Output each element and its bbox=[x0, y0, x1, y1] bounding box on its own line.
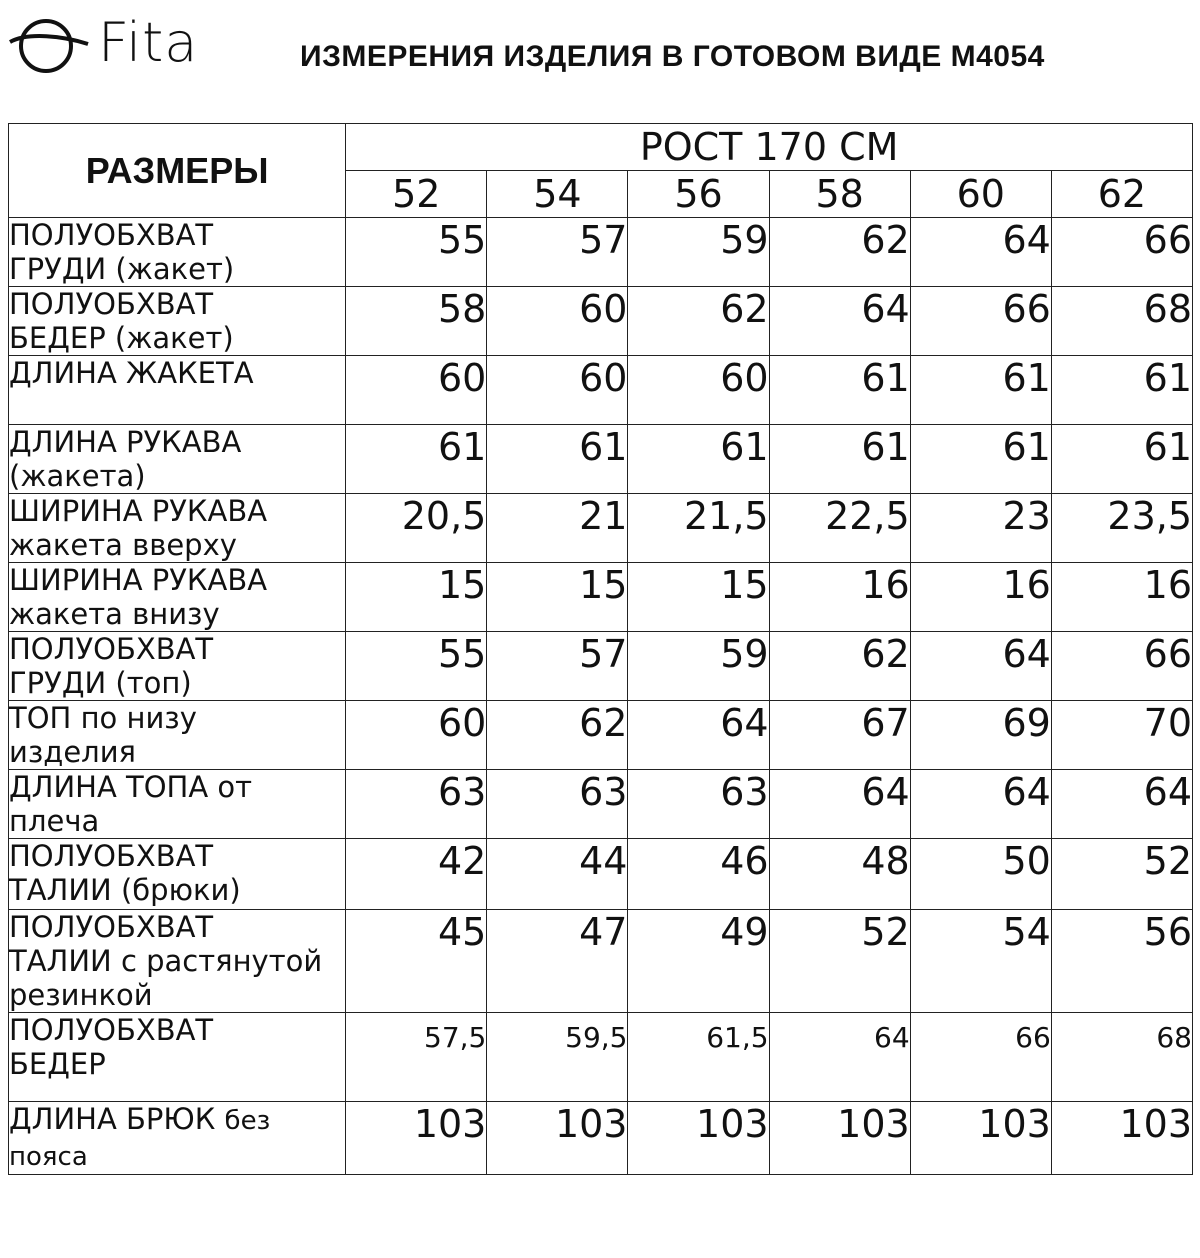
row-label-line: жакета внизу bbox=[9, 597, 220, 631]
table-row bbox=[9, 839, 1193, 910]
row-label-line: ДЛИНА БРЮК bbox=[9, 1102, 216, 1136]
row-label bbox=[9, 425, 346, 494]
table-cell: 60 bbox=[487, 356, 628, 425]
row-label-line: БЕДЕР (жакет) bbox=[9, 321, 234, 355]
table-cell: 16 bbox=[1051, 563, 1192, 632]
table-cell: 64 bbox=[910, 770, 1051, 839]
table-cell: 46 bbox=[628, 839, 769, 910]
table-row bbox=[9, 770, 1193, 839]
row-label-line: ПОЛУОБХВАТ bbox=[9, 1013, 214, 1047]
row-label-line: изделия bbox=[9, 735, 136, 769]
table-cell: 20,5 bbox=[346, 494, 487, 563]
table-cell: 103 bbox=[910, 1102, 1051, 1175]
table-cell: 59 bbox=[628, 218, 769, 287]
size-header-cell: 58 bbox=[769, 171, 910, 218]
table-cell: 55 bbox=[346, 218, 487, 287]
table-cell: 61 bbox=[1051, 425, 1192, 494]
row-label-line: жакета вверху bbox=[9, 528, 237, 562]
table-row bbox=[9, 1013, 1193, 1102]
row-label bbox=[9, 1102, 346, 1175]
table-cell: 61 bbox=[769, 425, 910, 494]
table-cell: 64 bbox=[910, 218, 1051, 287]
table-cell: 57 bbox=[487, 632, 628, 701]
table-cell: 64 bbox=[910, 632, 1051, 701]
row-label-line: БЕДЕР bbox=[9, 1047, 106, 1081]
row-label-line: пояса bbox=[9, 1142, 88, 1172]
table-cell: 49 bbox=[628, 910, 769, 1013]
row-label-note: без bbox=[224, 1106, 271, 1136]
brand-name: Fita bbox=[98, 11, 199, 74]
row-label-line: ПОЛУОБХВАТ bbox=[9, 287, 214, 321]
row-label bbox=[9, 494, 346, 563]
table-row bbox=[9, 425, 1193, 494]
table-cell: 45 bbox=[346, 910, 487, 1013]
table-cell: 62 bbox=[769, 632, 910, 701]
row-label bbox=[9, 218, 346, 287]
table-cell: 69 bbox=[910, 701, 1051, 770]
table-cell: 66 bbox=[910, 1013, 1051, 1102]
table-cell: 22,5 bbox=[769, 494, 910, 563]
size-header-cell: 54 bbox=[487, 171, 628, 218]
table-cell: 103 bbox=[1051, 1102, 1192, 1175]
brand-logo bbox=[8, 8, 198, 78]
table-cell: 66 bbox=[1051, 218, 1192, 287]
row-label-line: ПОЛУОБХВАТ bbox=[9, 218, 214, 252]
table-cell: 61,5 bbox=[628, 1013, 769, 1102]
table-cell: 103 bbox=[346, 1102, 487, 1175]
table-cell: 52 bbox=[1051, 839, 1192, 910]
table-cell: 68 bbox=[1051, 1013, 1192, 1102]
table-cell: 61 bbox=[487, 425, 628, 494]
table-cell: 63 bbox=[346, 770, 487, 839]
table-cell: 61 bbox=[1051, 356, 1192, 425]
row-label-line: ПОЛУОБХВАТ bbox=[9, 632, 214, 666]
size-header-cell: 62 bbox=[1051, 171, 1192, 218]
row-label bbox=[9, 701, 346, 770]
table-cell: 57,5 bbox=[346, 1013, 487, 1102]
size-header-cell: 56 bbox=[628, 171, 769, 218]
size-header-cell: 52 bbox=[346, 171, 487, 218]
table-row bbox=[9, 218, 1193, 287]
table-cell: 63 bbox=[487, 770, 628, 839]
table-cell: 66 bbox=[910, 287, 1051, 356]
table-cell: 42 bbox=[346, 839, 487, 910]
table-cell: 103 bbox=[628, 1102, 769, 1175]
table-cell: 21,5 bbox=[628, 494, 769, 563]
table-cell: 61 bbox=[910, 356, 1051, 425]
table-cell: 52 bbox=[769, 910, 910, 1013]
table-row bbox=[9, 1102, 1193, 1175]
table-cell: 64 bbox=[769, 287, 910, 356]
table-cell: 64 bbox=[628, 701, 769, 770]
table-cell: 61 bbox=[628, 425, 769, 494]
table-cell: 103 bbox=[769, 1102, 910, 1175]
row-label bbox=[9, 770, 346, 839]
table-cell: 60 bbox=[487, 287, 628, 356]
row-label-line: плеча bbox=[9, 804, 100, 838]
table-cell: 61 bbox=[910, 425, 1051, 494]
row-label-line: (жакета) bbox=[9, 459, 146, 493]
table-row bbox=[9, 632, 1193, 701]
table-cell: 54 bbox=[910, 910, 1051, 1013]
row-label bbox=[9, 632, 346, 701]
row-label bbox=[9, 287, 346, 356]
table-cell: 23,5 bbox=[1051, 494, 1192, 563]
row-label-line: ДЛИНА ТОПА от bbox=[9, 770, 253, 804]
row-label-line: ТАЛИИ (брюки) bbox=[9, 873, 241, 907]
table-cell: 64 bbox=[1051, 770, 1192, 839]
table-cell: 47 bbox=[487, 910, 628, 1013]
table-cell: 16 bbox=[910, 563, 1051, 632]
table-cell: 59 bbox=[628, 632, 769, 701]
row-label bbox=[9, 1013, 346, 1102]
table-cell: 44 bbox=[487, 839, 628, 910]
row-label-line: ДЛИНА ЖАКЕТА bbox=[9, 356, 254, 390]
row-label-line: резинкой bbox=[9, 978, 153, 1012]
table-cell: 56 bbox=[1051, 910, 1192, 1013]
table-cell: 66 bbox=[1051, 632, 1192, 701]
size-chart-table bbox=[8, 123, 1193, 1175]
row-label-line: ПОЛУОБХВАТ bbox=[9, 910, 214, 944]
table-cell: 62 bbox=[769, 218, 910, 287]
table-cell: 62 bbox=[487, 701, 628, 770]
table-row bbox=[9, 701, 1193, 770]
table-row bbox=[9, 563, 1193, 632]
table-cell: 16 bbox=[769, 563, 910, 632]
table-row bbox=[9, 494, 1193, 563]
table-row bbox=[9, 287, 1193, 356]
size-header-cell: 60 bbox=[910, 171, 1051, 218]
table-cell: 61 bbox=[769, 356, 910, 425]
row-label bbox=[9, 356, 346, 425]
table-cell: 21 bbox=[487, 494, 628, 563]
table-cell: 67 bbox=[769, 701, 910, 770]
row-label-line: ТАЛИИ с растянутой bbox=[9, 944, 323, 978]
page-header bbox=[0, 0, 1200, 110]
table-row bbox=[9, 356, 1193, 425]
table-cell: 60 bbox=[346, 356, 487, 425]
row-label bbox=[9, 910, 346, 1013]
table-cell: 15 bbox=[346, 563, 487, 632]
row-label-line: ГРУДИ (топ) bbox=[9, 666, 192, 700]
table-cell: 64 bbox=[769, 770, 910, 839]
table-cell: 64 bbox=[769, 1013, 910, 1102]
table-cell: 59,5 bbox=[487, 1013, 628, 1102]
table-cell: 23 bbox=[910, 494, 1051, 563]
row-label-line: ГРУДИ (жакет) bbox=[9, 252, 235, 286]
table-cell: 62 bbox=[628, 287, 769, 356]
row-label-line: ПОЛУОБХВАТ bbox=[9, 839, 214, 873]
table-cell: 48 bbox=[769, 839, 910, 910]
table-cell: 60 bbox=[628, 356, 769, 425]
table-cell: 70 bbox=[1051, 701, 1192, 770]
page-title: ИЗМЕРЕНИЯ ИЗДЕЛИЯ В ГОТОВОМ ВИДЕ М4054 bbox=[300, 40, 1045, 73]
row-label bbox=[9, 839, 346, 910]
table-row bbox=[9, 910, 1193, 1013]
table-cell: 50 bbox=[910, 839, 1051, 910]
row-label-line: ДЛИНА РУКАВА bbox=[9, 425, 242, 459]
table-cell: 103 bbox=[487, 1102, 628, 1175]
row-label bbox=[9, 563, 346, 632]
table-cell: 58 bbox=[346, 287, 487, 356]
table-cell: 61 bbox=[346, 425, 487, 494]
table-cell: 68 bbox=[1051, 287, 1192, 356]
row-label-line: ТОП по низу bbox=[9, 701, 197, 735]
row-label-line: ШИРИНА РУКАВА bbox=[9, 563, 268, 597]
fita-logo-icon bbox=[8, 12, 90, 74]
table-cell: 55 bbox=[346, 632, 487, 701]
sizes-header: РАЗМЕРЫ bbox=[9, 124, 346, 218]
table-cell: 63 bbox=[628, 770, 769, 839]
height-header: РОСТ 170 СМ bbox=[346, 124, 1193, 171]
table-cell: 60 bbox=[346, 701, 487, 770]
table-cell: 15 bbox=[487, 563, 628, 632]
table-cell: 57 bbox=[487, 218, 628, 287]
row-label-line: ШИРИНА РУКАВА bbox=[9, 494, 268, 528]
table-cell: 15 bbox=[628, 563, 769, 632]
